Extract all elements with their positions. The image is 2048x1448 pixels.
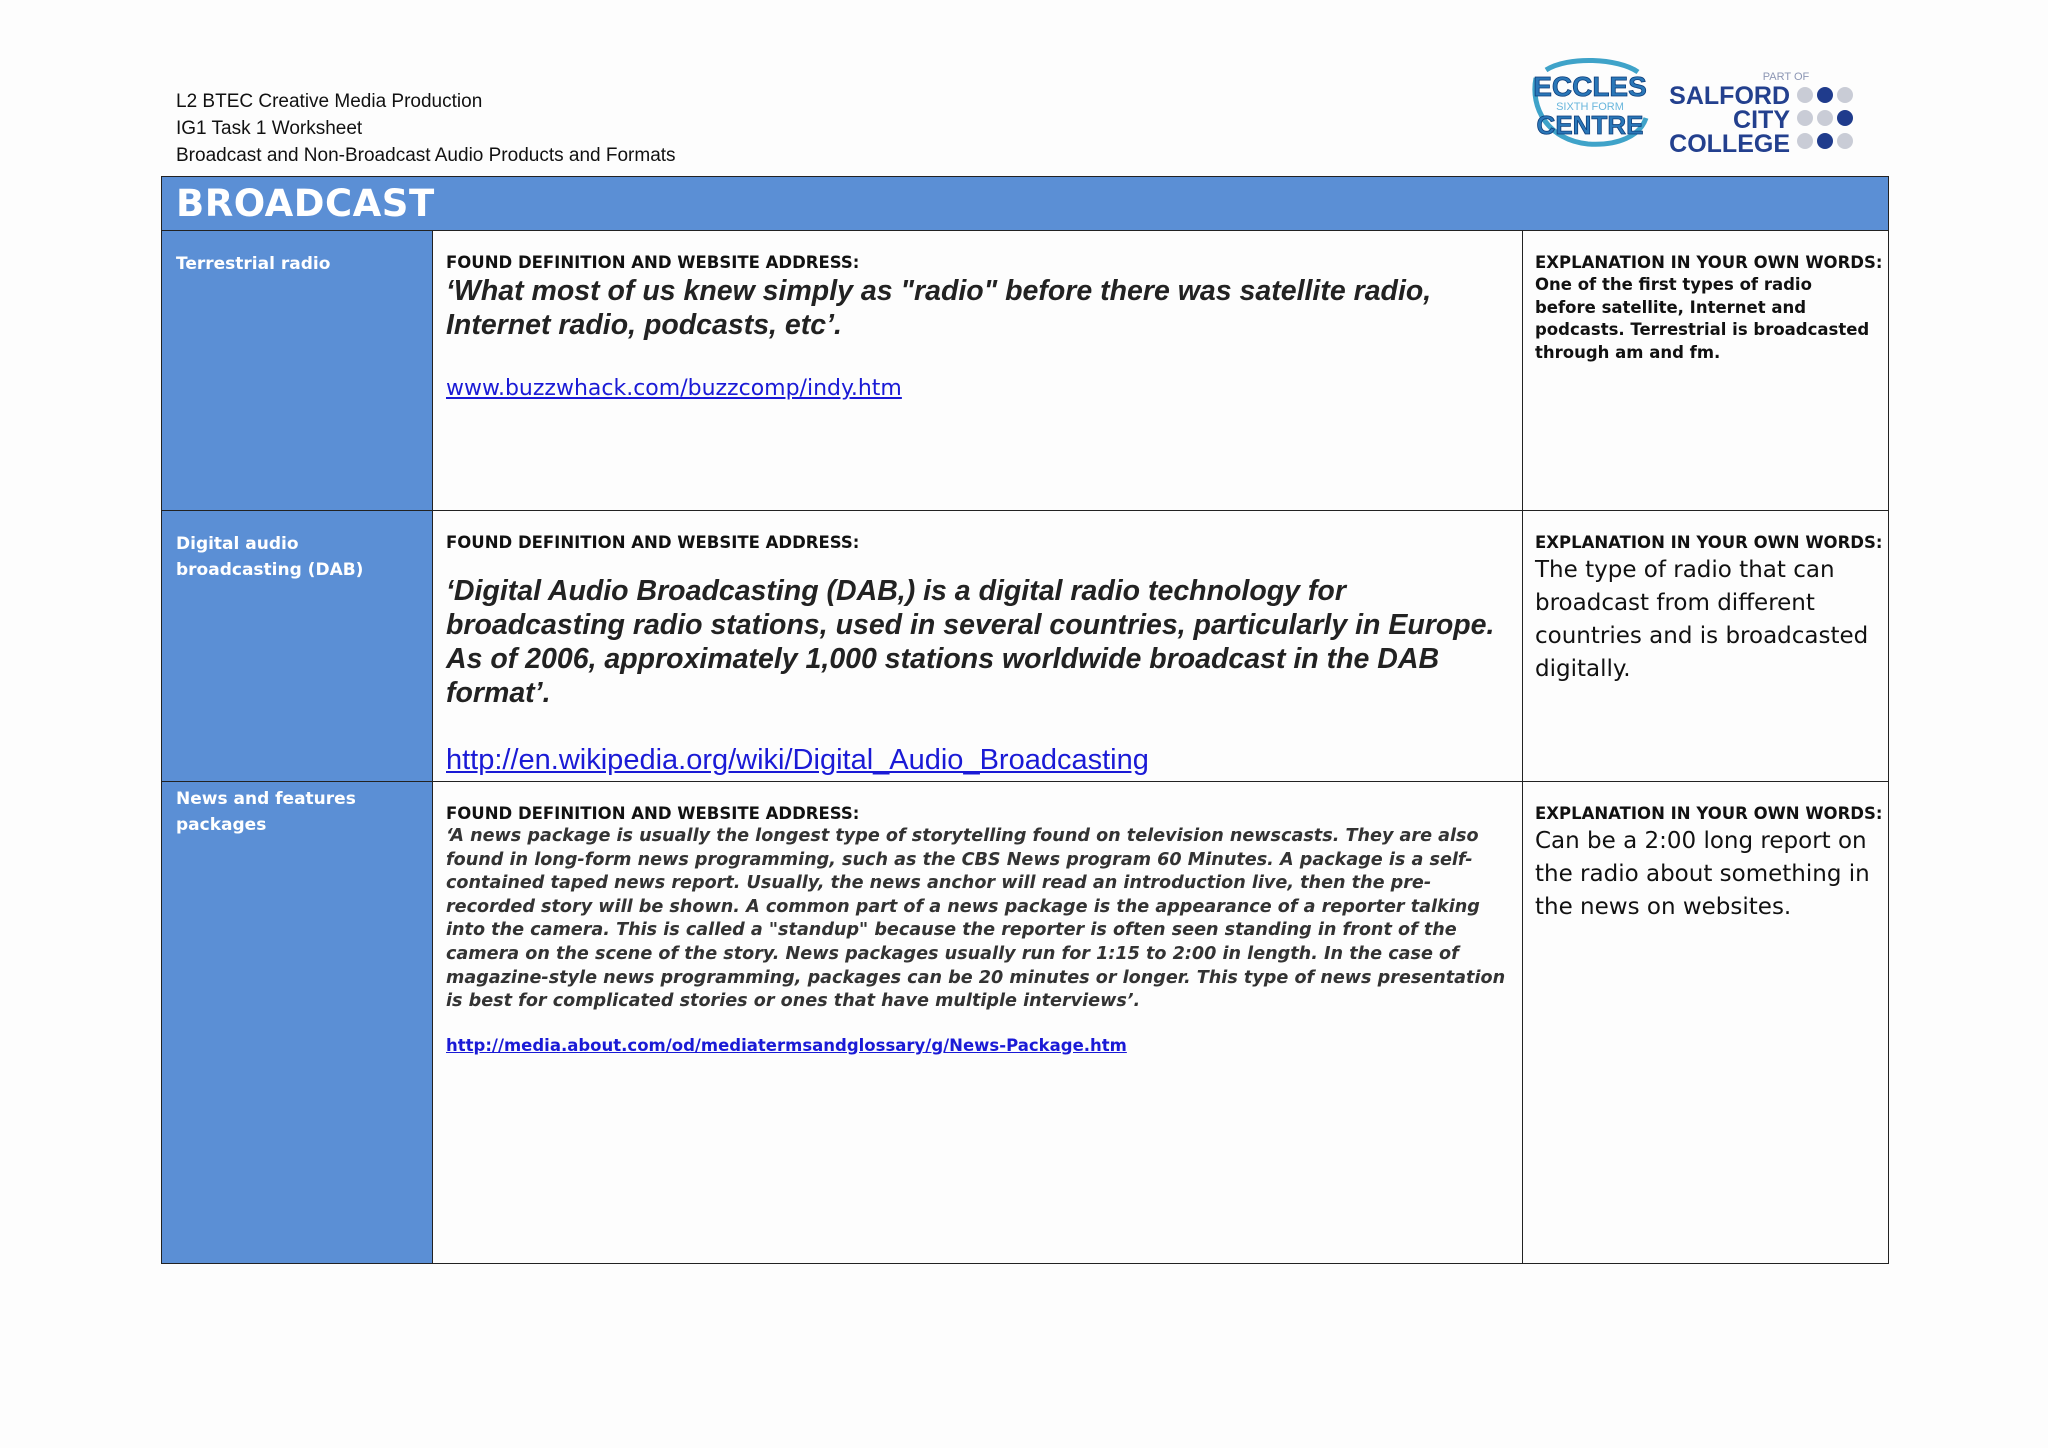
source-link[interactable]: http://media.about.com/od/mediatermsandglossary/g/News-Package.htm (446, 1035, 1127, 1055)
svg-text:SIXTH FORM: SIXTH FORM (1556, 101, 1624, 113)
svg-text:COLLEGE: COLLEGE (1669, 130, 1790, 158)
explanation-text: One of the first types of radio before satellite, Internet and podcasts. Terrestrial is broadcasted through am and fm. (1535, 275, 1870, 362)
explanation-caption: EXPLANATION IN YOUR OWN WORDS: (1535, 253, 1883, 272)
explanation-cell (1523, 231, 1889, 511)
worksheet-title: IG1 Task 1 Worksheet (176, 118, 363, 139)
definition-text: ‘Digital Audio Broadcasting (DAB,) is a digital radio technology for broadcasting radio stations, used in several countries, particularly in Europe. As of 2006, approximately 1,000 stations worldwide broadcast in the DAB format’. (446, 575, 1495, 709)
row-label: News and features packages (162, 782, 433, 1264)
table-row (162, 231, 1889, 511)
svg-text:CITY: CITY (1733, 106, 1790, 134)
course-title: L2 BTEC Creative Media Production (176, 91, 483, 112)
explanation-text: Can be a 2:00 long report on the radio about something in the news on websites. (1535, 828, 1870, 920)
explanation-caption: EXPLANATION IN YOUR OWN WORDS: (1535, 804, 1883, 823)
salford-city-college-logo (1669, 66, 1866, 158)
source-link[interactable]: http://en.wikipedia.org/wiki/Digital_Audio_Broadcasting (446, 744, 1149, 776)
definition-caption: FOUND DEFINITION AND WEBSITE ADDRESS: (446, 533, 860, 552)
broadcast-table (161, 176, 1889, 1264)
explanation-text: The type of radio that can broadcast from different countries and is broadcasted digitally. (1535, 557, 1869, 682)
definition-text: ‘A news package is usually the longest type of storytelling found on television newscasts. They are also found in long-form news programming, such as the CBS News program 60 Minutes. A package is a self-contained taped news report. Usually, the news anchor will read an introduction live, then the pre-recorded story will be shown. A common part of a news package is the appearance of a reporter talking into the camera. This is called a "standup" because the reporter is often seen standing in front of the camera on the scene of the story. News packages usually run for 1:15 to 2:00 in length. In the case of magazine-style news programming, packages can be 20 minutes or longer. This type of news presentation is best for complicated stories or ones that have multiple interviews’. (446, 826, 1506, 1012)
row-label: Terrestrial radio (162, 231, 433, 511)
definition-caption: FOUND DEFINITION AND WEBSITE ADDRESS: (446, 804, 860, 823)
explanation-cell (1523, 511, 1889, 782)
definition-text: ‘What most of us knew simply as "radio" before there was satellite radio, Internet radio, podcasts, etc’. (446, 275, 1432, 341)
definition-caption: FOUND DEFINITION AND WEBSITE ADDRESS: (446, 253, 860, 272)
svg-text:SALFORD: SALFORD (1669, 82, 1790, 110)
row-label: Digital audio broadcasting (DAB) (162, 511, 433, 782)
section-title: BROADCAST (162, 177, 1889, 231)
table-row (162, 511, 1889, 782)
topic-title: Broadcast and Non-Broadcast Audio Products and Formats (176, 145, 676, 166)
definition-cell (433, 231, 1523, 511)
svg-text:PART OF: PART OF (1762, 71, 1810, 83)
document-header (176, 88, 676, 169)
definition-cell (433, 511, 1523, 782)
svg-text:CENTRE: CENTRE (1536, 110, 1644, 140)
definition-cell (433, 782, 1523, 1264)
source-link[interactable]: www.buzzwhack.com/buzzcomp/indy.htm (446, 376, 902, 401)
svg-text:ECCLES: ECCLES (1533, 71, 1647, 102)
explanation-caption: EXPLANATION IN YOUR OWN WORDS: (1535, 533, 1883, 552)
eccles-logo (1528, 58, 1650, 148)
table-row (162, 782, 1889, 1264)
explanation-cell (1523, 782, 1889, 1264)
